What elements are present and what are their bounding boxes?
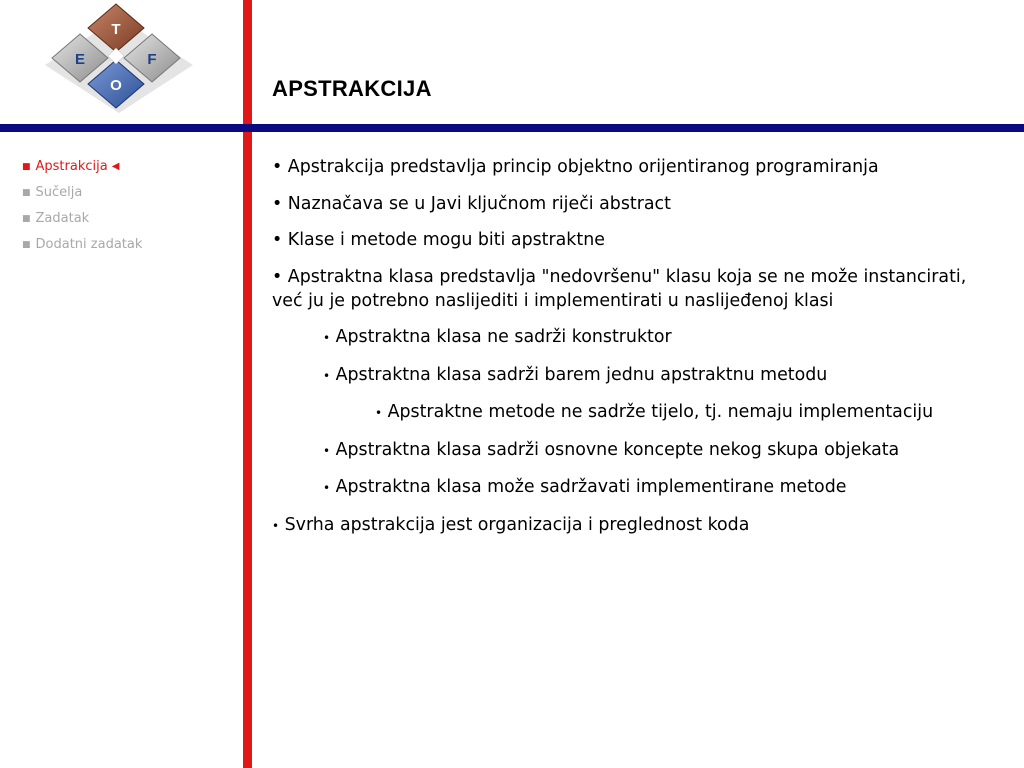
- logo: [28, 0, 208, 120]
- square-bullet-icon: ■: [22, 162, 31, 172]
- bullet-text: Naznačava se u Javi ključnom riječi abstract: [287, 193, 671, 214]
- sidebar-item-label: Apstrakcija: [35, 159, 108, 174]
- slide-content: [272, 155, 1002, 550]
- sub-sub-bullet-item: [272, 400, 1002, 425]
- bullet-dot-icon: •: [272, 230, 283, 250]
- sub-bullet-item: [272, 363, 1002, 388]
- square-bullet-icon: ■: [22, 214, 31, 224]
- tefo-logo-icon: [28, 0, 208, 120]
- sidebar-item-label: Dodatni zadatak: [35, 237, 143, 252]
- vertical-divider: [243, 0, 252, 768]
- bullet-text: Apstrakcija predstavlja princip objektno orijentiranog programiranja: [287, 157, 879, 177]
- bullet-text: Klase i metode mogu biti apstraktne: [287, 230, 605, 250]
- bullet-dot-icon: •: [272, 157, 283, 177]
- bullet-dot-icon: •: [272, 193, 283, 214]
- bullet-text: Apstraktna klasa sadrži barem jednu apstraktnu metodu: [335, 364, 828, 385]
- active-arrow-icon: ◀: [111, 161, 120, 172]
- bullet-text: Svrha apstrakcija jest organizacija i preglednost koda: [284, 514, 750, 535]
- slide-title: APSTRAKCIJA: [272, 76, 432, 101]
- bullet-dot-icon: •: [323, 481, 331, 495]
- logo-letter-o: O: [110, 77, 122, 94]
- bullet-dot-icon: •: [272, 266, 283, 287]
- horizontal-divider: [0, 124, 1024, 132]
- bullet-dot-icon: •: [323, 331, 331, 345]
- sidebar-nav: [22, 154, 142, 258]
- bullet-item: [272, 192, 1002, 216]
- bullet-text: Apstraktne metode ne sadrže tijelo, tj. nemaju implementaciju: [387, 402, 934, 422]
- bullet-dot-icon: •: [323, 443, 331, 458]
- logo-letter-e: E: [74, 51, 86, 68]
- sidebar-item-label: Sučelja: [35, 185, 83, 200]
- bullet-dot-icon: •: [375, 406, 383, 420]
- square-bullet-icon: ■: [22, 188, 31, 198]
- square-bullet-icon: ■: [22, 240, 31, 250]
- bullet-item: [272, 228, 1002, 252]
- sidebar-item-sucelja[interactable]: [22, 180, 142, 206]
- bullet-item: [272, 155, 1002, 179]
- sidebar-item-zadatak[interactable]: [22, 206, 142, 232]
- logo-letter-f: F: [147, 51, 157, 68]
- sidebar-item-label: Zadatak: [35, 211, 90, 226]
- bullet-text: Apstraktna klasa može sadržavati implementirane metode: [335, 477, 847, 497]
- bullet-dot-icon: •: [323, 368, 331, 383]
- sidebar-item-dodatni-zadatak[interactable]: [22, 232, 142, 258]
- bullet-item: [272, 513, 1002, 538]
- sub-bullet-item: [272, 475, 1002, 500]
- bullet-item: [272, 265, 1002, 313]
- sub-bullet-item: [272, 438, 1002, 463]
- logo-letter-t: T: [111, 21, 121, 38]
- bullet-text: Apstraktna klasa ne sadrži konstruktor: [335, 327, 672, 347]
- bullet-text: Apstraktna klasa sadrži osnovne koncepte nekog skupa objekata: [335, 439, 900, 460]
- sidebar-item-apstrakcija[interactable]: [22, 154, 142, 180]
- sub-bullet-item: [272, 325, 1002, 350]
- bullet-dot-icon: •: [272, 518, 280, 533]
- bullet-text: Apstraktna klasa predstavlja "nedovršenu" klasu koja se ne može instancirati, već ju je potrebno naslijediti i implementirati u naslijeđenoj klasi: [272, 266, 967, 311]
